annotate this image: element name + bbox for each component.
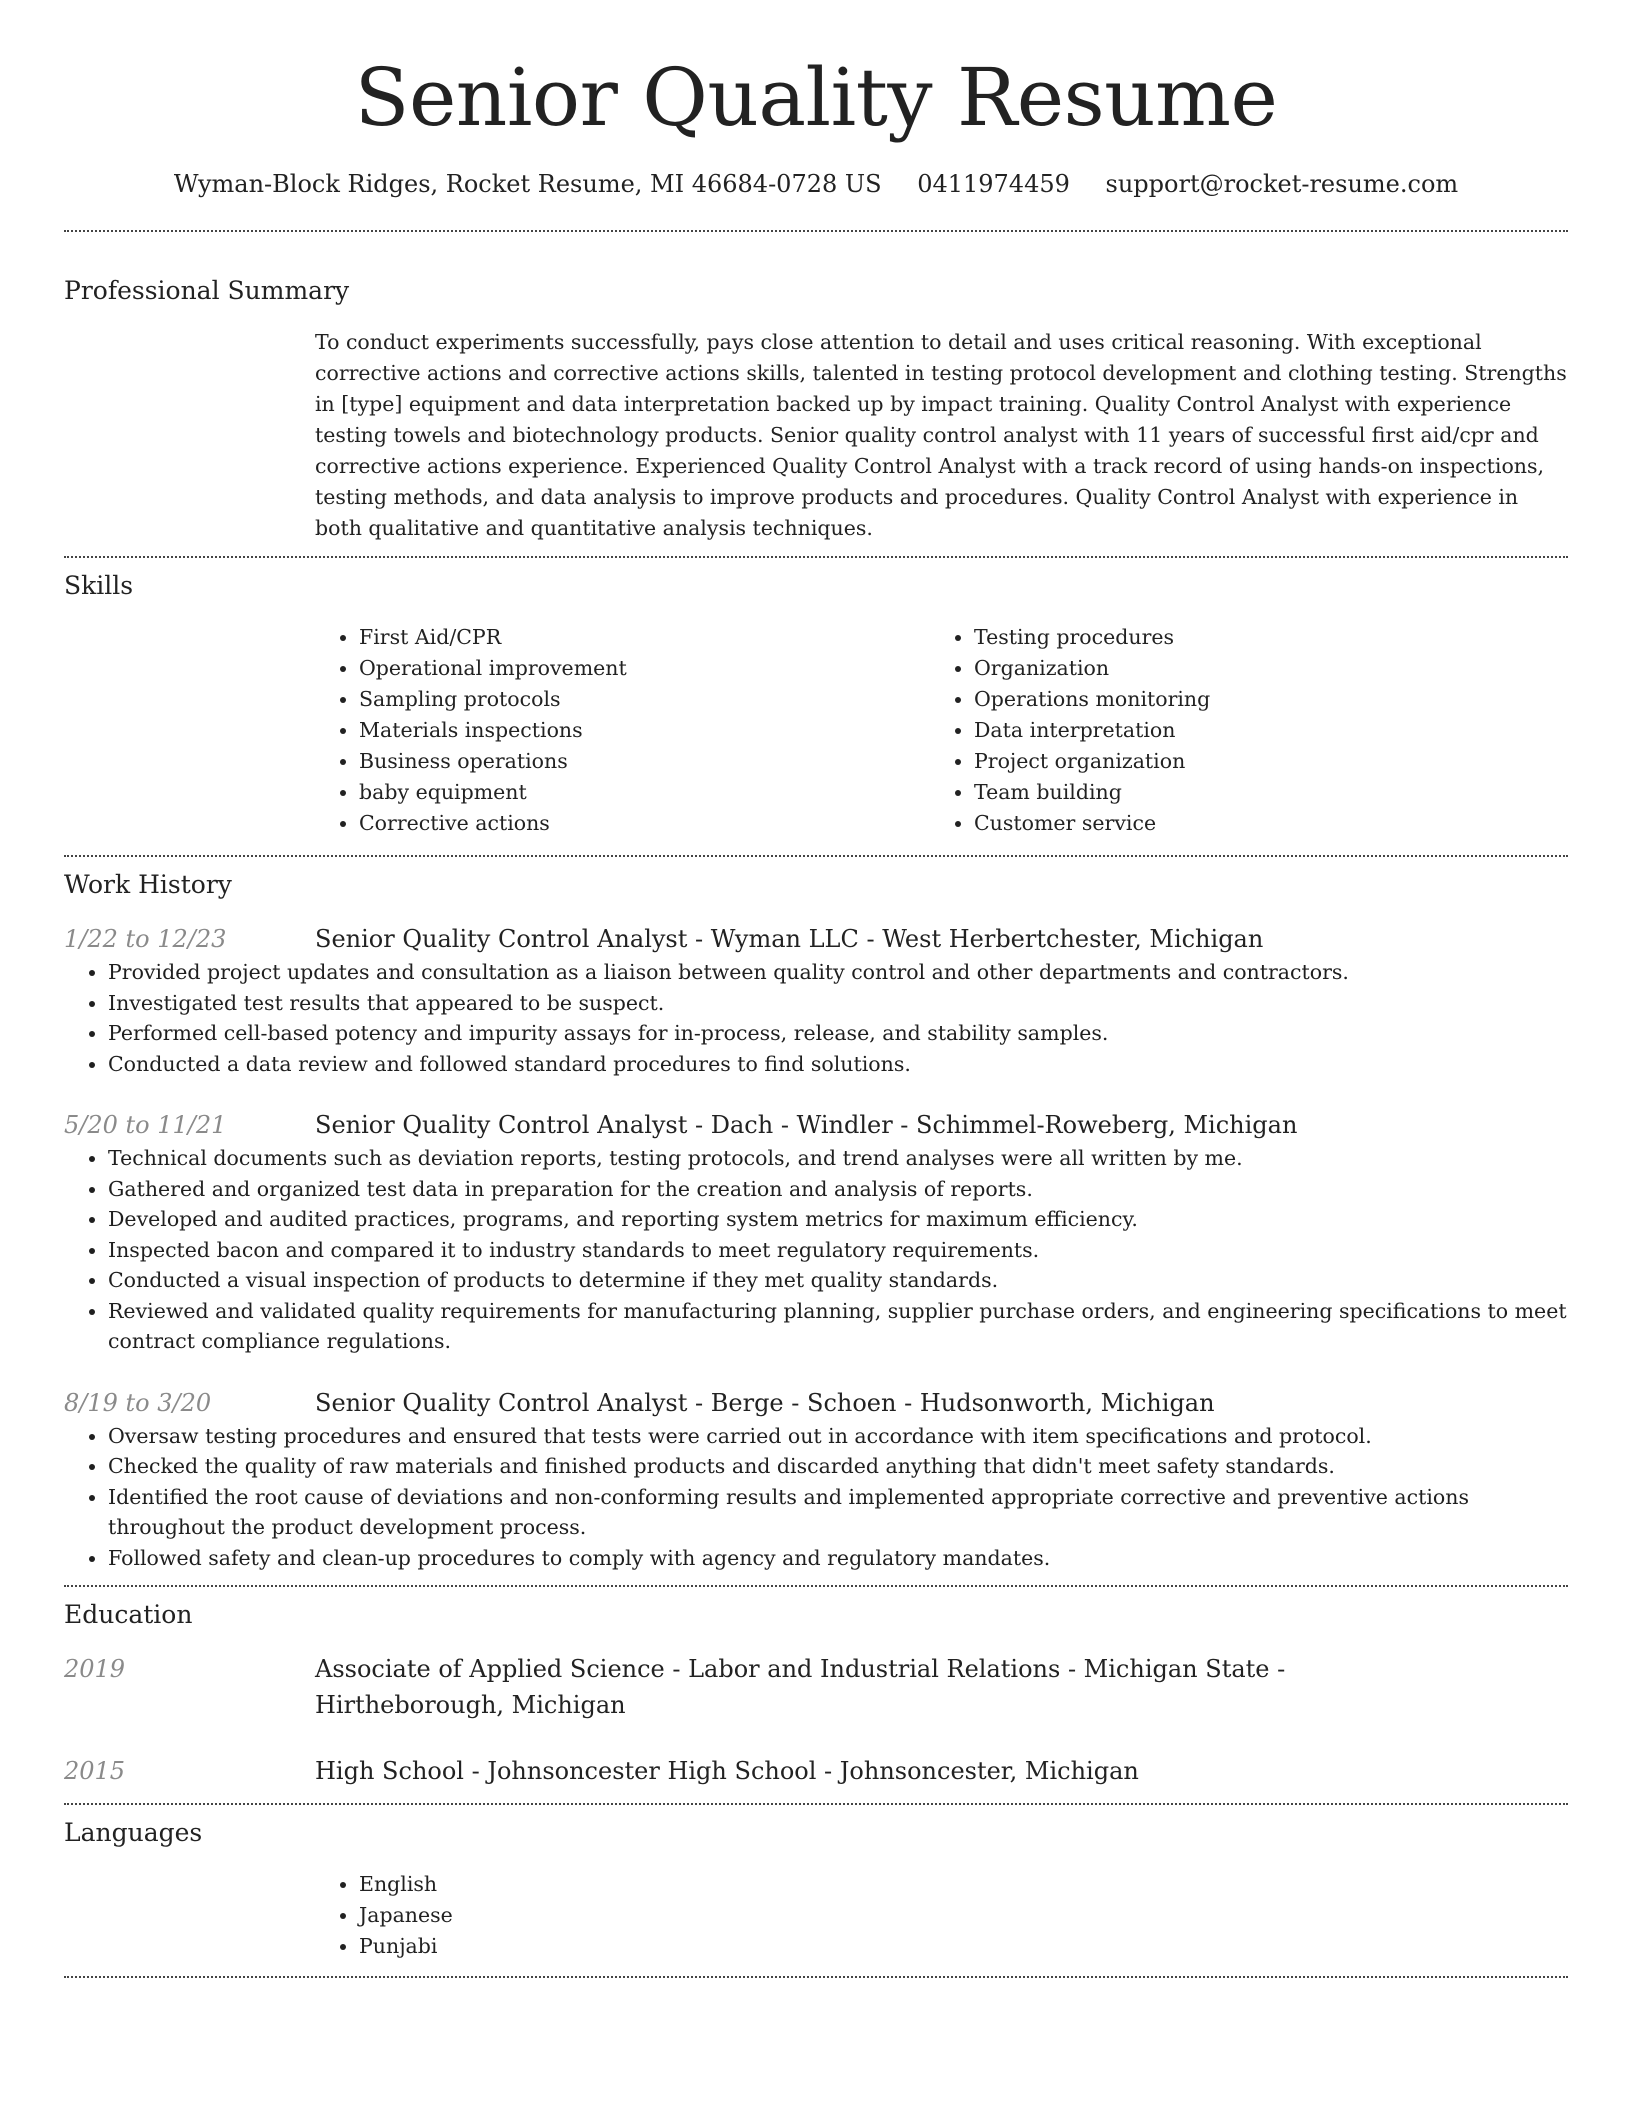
language-item: • English [359,1869,1568,1900]
skills-section [64,571,1568,839]
job-bullets [64,957,1568,1079]
skill-item: • baby equipment [359,777,930,808]
skills-column-right [930,622,1545,839]
languages-heading: Languages [64,1818,203,1847]
job-bullet: • Conducted a visual inspection of products to determine if they met quality standards. [108,1265,1568,1296]
job-bullet: • Oversaw testing procedures and ensured that tests were carried out in accordance with item specifications and protocol. [108,1421,1568,1452]
job-entry [64,1385,1568,1574]
page-title: Senior Quality Resume [354,51,1278,144]
job-entry [64,1107,1568,1357]
education-section [64,1600,1568,1789]
section-divider [64,556,1568,558]
skill-item: • Testing procedures [974,622,1545,653]
job-bullet: • Followed safety and clean-up procedures to comply with agency and regulatory mandates. [108,1543,1568,1574]
job-bullets [64,1143,1568,1357]
education-entry [64,1753,1568,1789]
summary-section [64,276,1568,544]
job-bullet: • Conducted a data review and followed standard procedures to find solutions. [108,1049,1568,1080]
job-bullet: • Investigated test results that appeared to be suspect. [108,988,1568,1019]
section-divider [64,1585,1568,1587]
job-entry [64,921,1568,1079]
skill-item: • Customer service [974,808,1545,839]
job-title: Senior Quality Control Analyst - Wyman LLC - West Herbertchester, Michigan [315,925,1264,953]
skill-item: • Team building [974,777,1545,808]
skill-item: • Operational improvement [359,653,930,684]
skills-column-left [315,622,930,839]
education-date: 2019 [64,1655,126,1683]
skills-list [315,622,1568,839]
job-bullet: • Inspected bacon and compared it to industry standards to meet regulatory requirements. [108,1235,1568,1266]
skill-item: • Project organization [974,746,1545,777]
job-bullet: • Gathered and organized test data in preparation for the creation and analysis of reports. [108,1174,1568,1205]
job-bullets [64,1421,1568,1574]
skill-item: • Corrective actions [359,808,930,839]
contact-email: support@rocket-resume.com [1105,170,1459,198]
skill-item: • Operations monitoring [974,684,1545,715]
section-divider [64,855,1568,857]
summary-text: To conduct experiments successfully, pays close attention to detail and uses critical reasoning. With exceptional corrective actions and corrective actions skills, talented in testing protocol development and clothing testing. Strengths in [type] equipment and data interpretation backed up by impact training. Quality Control Analyst with experience testing towels and biotechnology products. Senior quality control analyst with 11 years of successful first aid/cpr and corrective actions experience. Experienced Quality Control Analyst with a track record of using hands-on inspections, testing methods, and data analysis to improve products and procedures. Quality Control Analyst with experience in both qualitative and quantitative analysis techniques. [315,330,1567,540]
job-title: Senior Quality Control Analyst - Dach - Windler - Schimmel-Roweberg, Michigan [315,1111,1298,1139]
job-bullet: • Checked the quality of raw materials and finished products and discarded anything that didn't meet safety standards. [108,1451,1568,1482]
job-date: 5/20 to 11/21 [64,1111,227,1139]
education-title: High School - Johnsoncester High School - Johnsoncester, Michigan [315,1757,1139,1785]
skill-item: • Data interpretation [974,715,1545,746]
languages-list [315,1869,1568,1962]
contact-line [64,170,1568,198]
education-entry [64,1651,1568,1723]
education-heading: Education [64,1600,193,1629]
job-bullet: • Technical documents such as deviation reports, testing protocols, and trend analyses were all written by me. [108,1143,1568,1174]
section-divider [64,1976,1568,1978]
job-bullet: • Developed and audited practices, programs, and reporting system metrics for maximum efficiency. [108,1204,1568,1235]
job-bullet: • Provided project updates and consultation as a liaison between quality control and other departments and contractors. [108,957,1568,988]
job-bullet: • Performed cell-based potency and impurity assays for in-process, release, and stability samples. [108,1018,1568,1049]
education-date: 2015 [64,1757,126,1785]
skills-heading: Skills [64,571,134,600]
job-bullet: • Identified the root cause of deviations and non-conforming results and implemented appropriate corrective and preventive actions throughout the product development process. [108,1482,1568,1543]
language-item: • Punjabi [359,1931,1568,1962]
work-history-section [64,870,1568,1573]
education-title: Associate of Applied Science - Labor and Industrial Relations - Michigan State - Hirtheborough, Michigan [315,1655,1286,1719]
summary-heading: Professional Summary [64,276,350,305]
section-divider [64,230,1568,232]
job-date: 8/19 to 3/20 [64,1388,212,1417]
skill-item: • Materials inspections [359,715,930,746]
work-history-heading: Work History [64,870,232,899]
skill-item: • Sampling protocols [359,684,930,715]
contact-phone: 0411974459 [917,170,1070,198]
job-title: Senior Quality Control Analyst - Berge - Schoen - Hudsonworth, Michigan [315,1388,1215,1417]
job-bullet: • Reviewed and validated quality requirements for manufacturing planning, supplier purchase orders, and engineering specifications to meet contract compliance regulations. [108,1296,1568,1357]
skill-item: • Organization [974,653,1545,684]
resume-page [64,0,1568,1978]
skill-item: • Business operations [359,746,930,777]
contact-address: Wyman-Block Ridges, Rocket Resume, MI 46684-0728 US [173,170,882,198]
languages-section [64,1818,1568,1962]
language-item: • Japanese [359,1900,1568,1931]
section-divider [64,1803,1568,1805]
job-date: 1/22 to 12/23 [64,925,227,953]
skill-item: • First Aid/CPR [359,622,930,653]
